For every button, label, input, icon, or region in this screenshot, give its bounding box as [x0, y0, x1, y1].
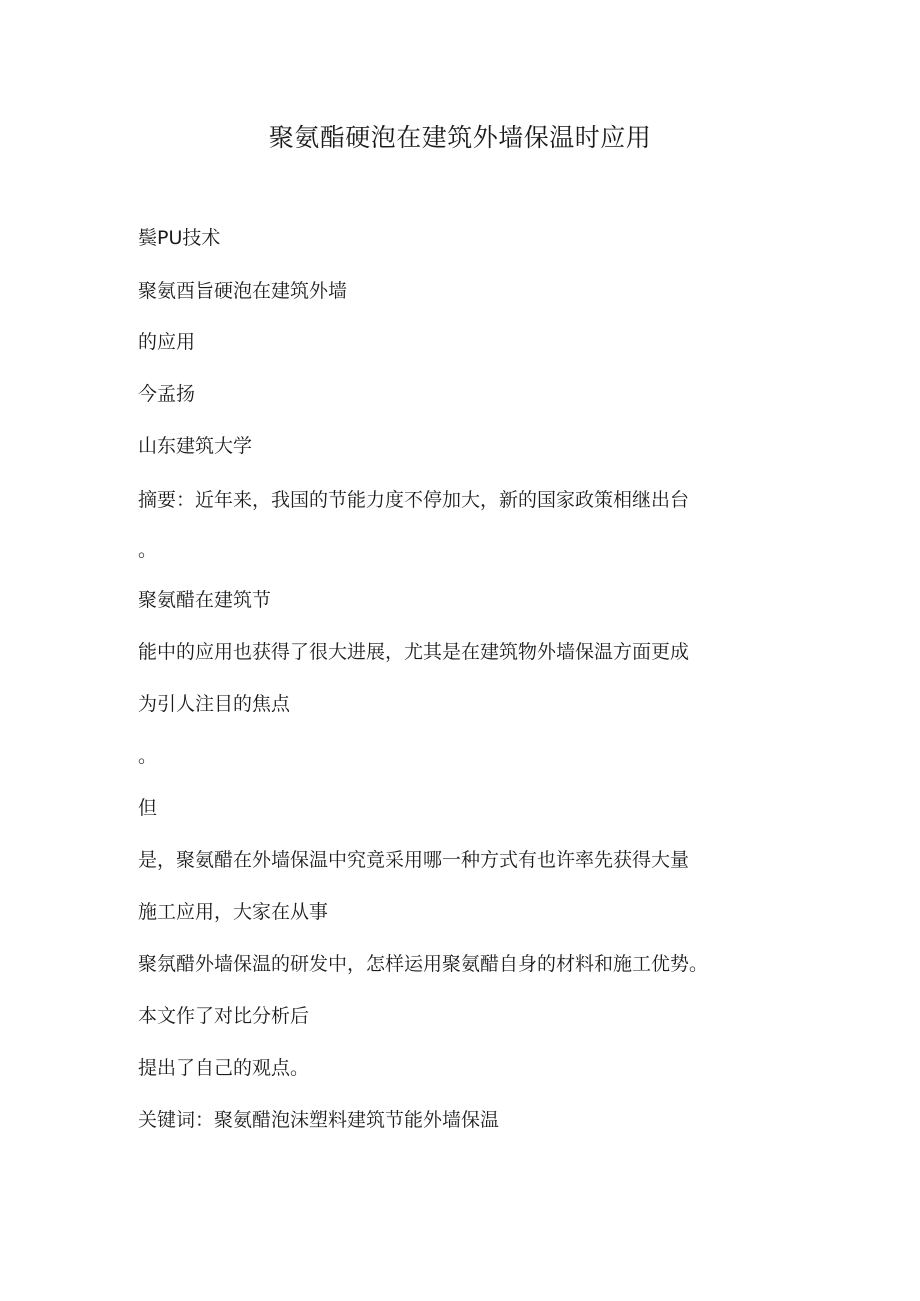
abstract-line: 能中的应用也获得了很大进展，尤其是在建筑物外墙保温方面更成: [138, 641, 690, 663]
abstract-line: 摘要：近年来，我国的节能力度不停加大，新的国家政策相继出台: [138, 489, 690, 511]
author-affiliation: 山东建筑大学: [138, 435, 253, 457]
column-label: 鬓PU技术: [138, 227, 221, 249]
abstract-line: 施工应用，大家在从事: [138, 901, 329, 923]
abstract-line: 聚氨醋在建筑节: [138, 589, 272, 611]
abstract-line: 。: [138, 745, 158, 767]
abstract-line: 聚氛醋外墙保温的研发中，怎样运用聚氨醋自身的材料和施工优势。: [138, 953, 709, 975]
author-name: 今孟扬: [138, 383, 196, 405]
article-title-line: 的应用: [138, 331, 196, 353]
keywords-line: 关键词：聚氨醋泡沫塑料建筑节能外墙保温: [138, 1109, 500, 1131]
abstract-line: 为引人注目的焦点: [138, 693, 291, 715]
abstract-line: 但: [138, 797, 158, 819]
article-title-line: 聚氨酉旨硬泡在建筑外墙: [138, 280, 348, 302]
abstract-line: 。: [138, 539, 158, 561]
abstract-line: 是，聚氨醋在外墙保温中究竟采用哪一种方式有也许率先获得大量: [138, 849, 690, 871]
abstract-line: 本文作了对比分析后: [138, 1005, 310, 1027]
document-title: 聚氨酯硬泡在建筑外墙保温时应用: [268, 123, 652, 152]
abstract-line: 提出了自己的观点。: [138, 1057, 310, 1079]
